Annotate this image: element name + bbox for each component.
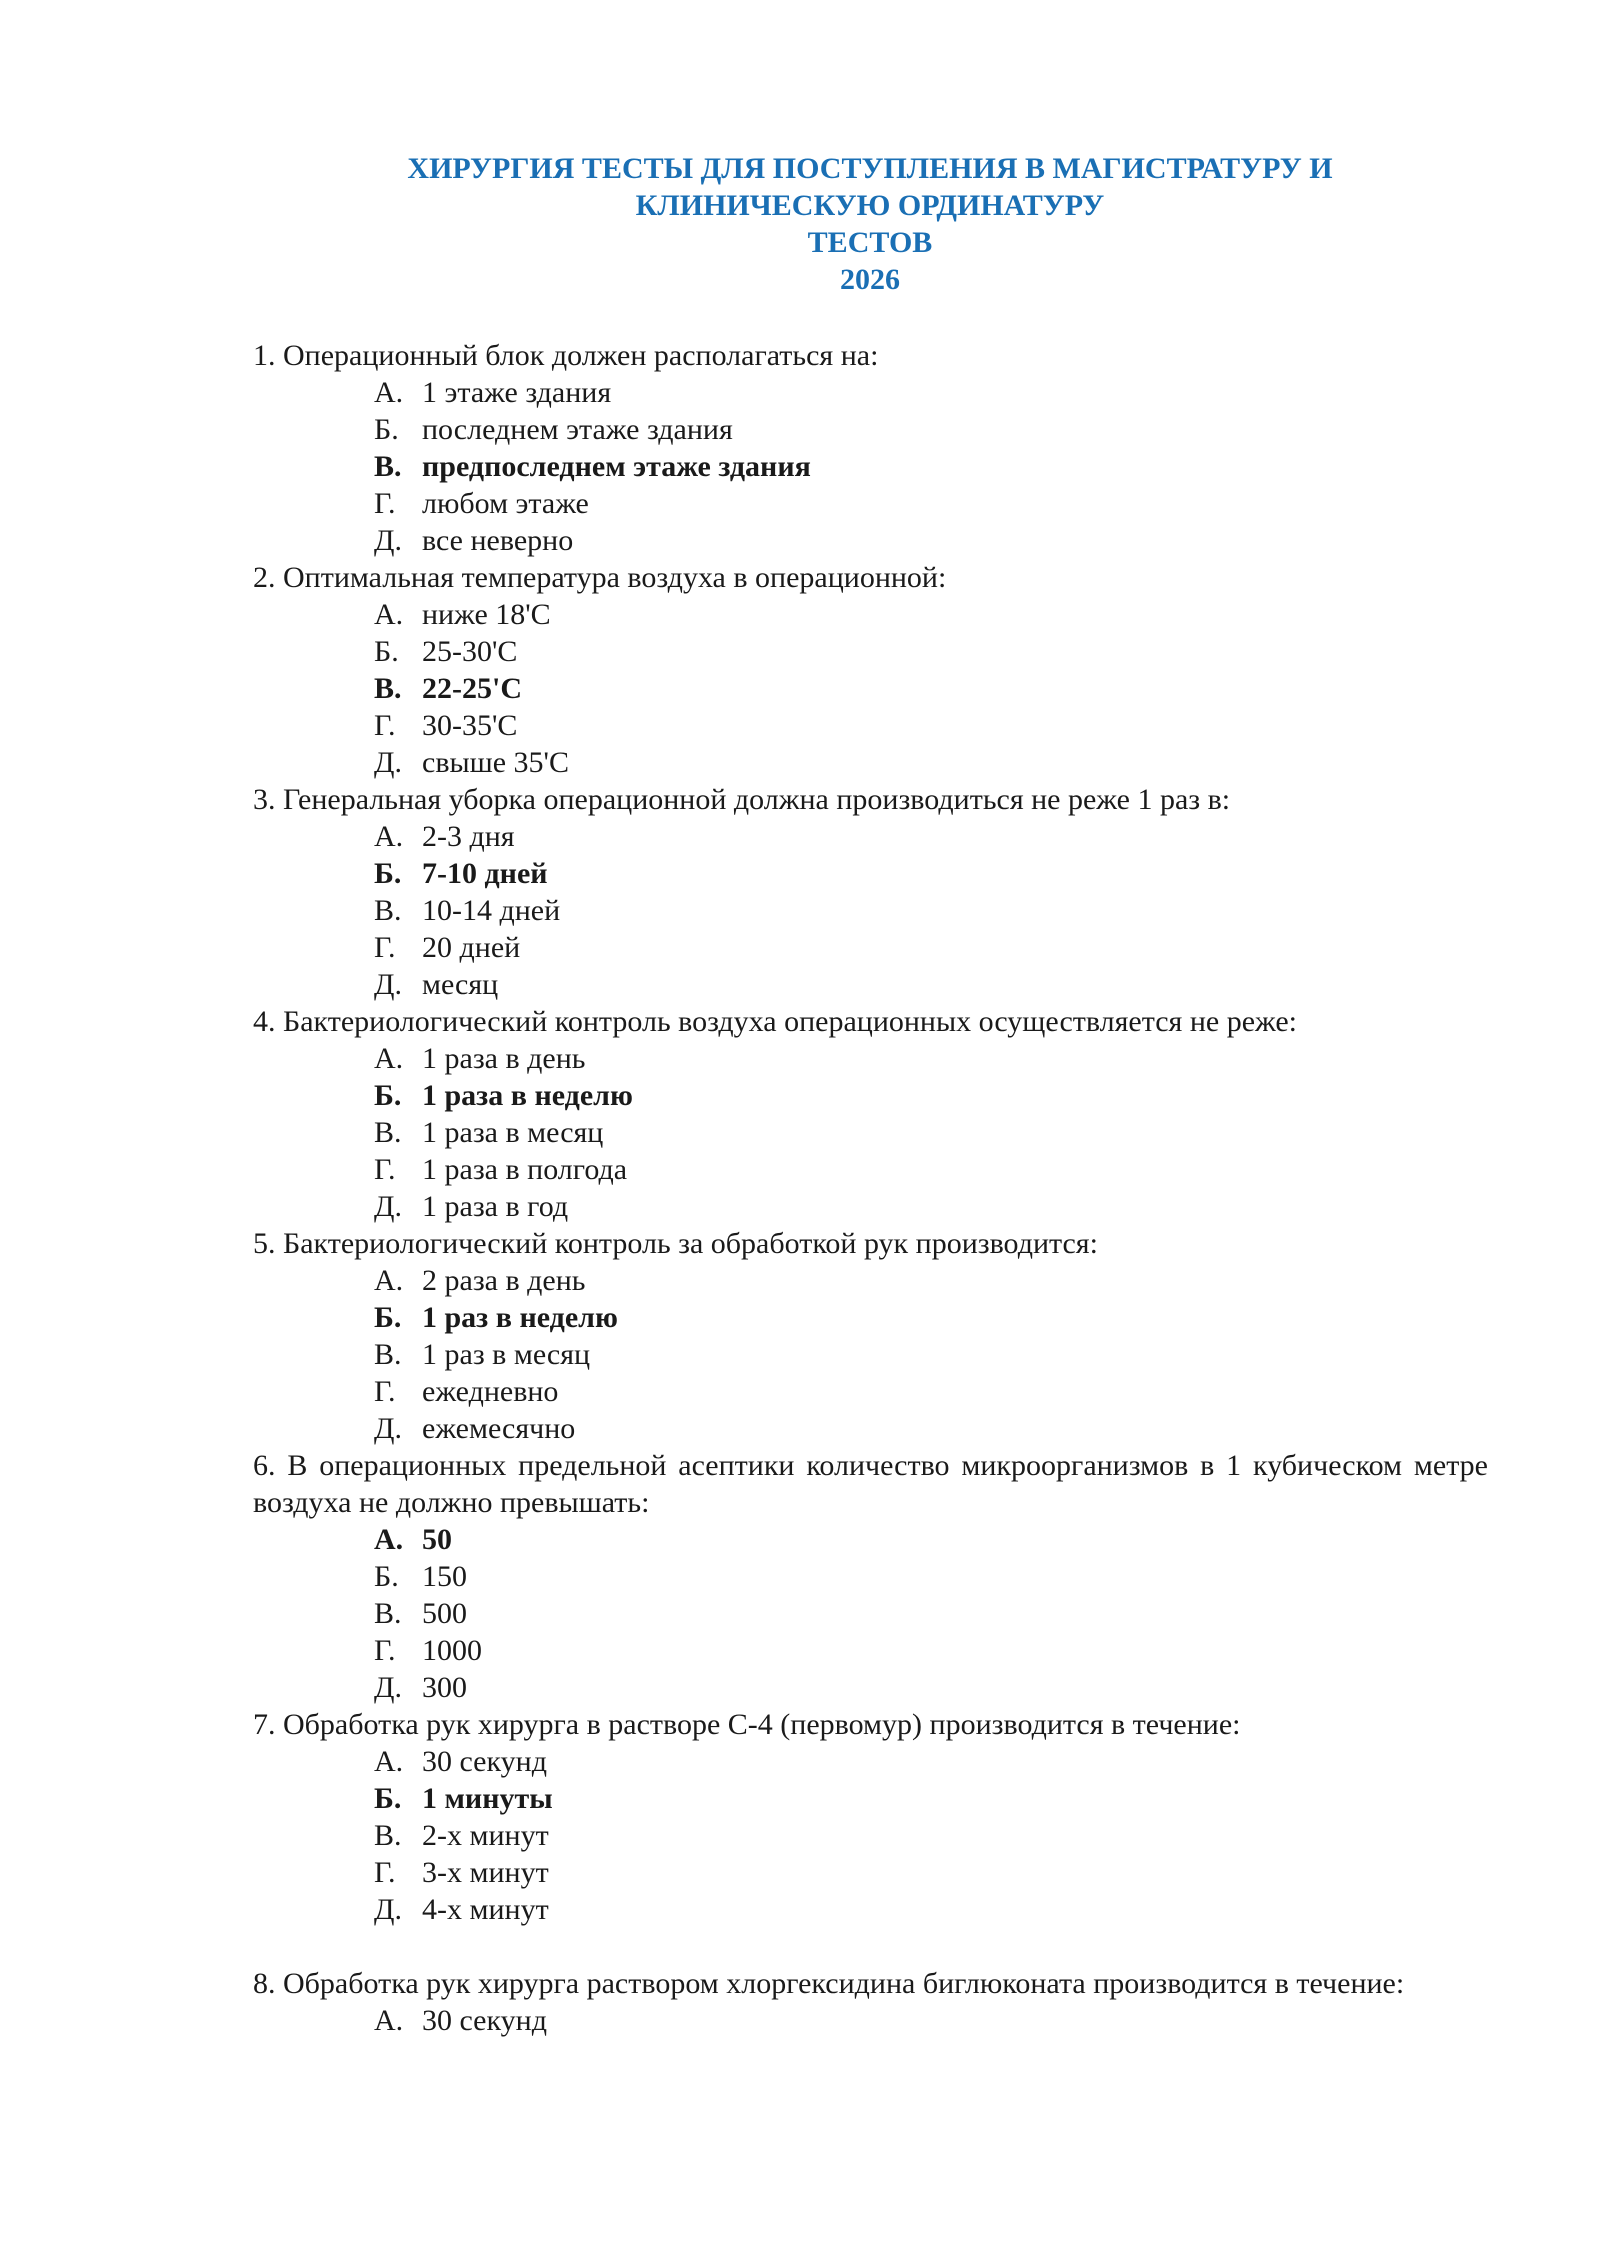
answer-letter: А.: [374, 1745, 404, 1778]
question-text: 5. Бактериологический контроль за обработкой рук производится:: [253, 1227, 1098, 1260]
answer-letter: В.: [374, 450, 402, 483]
answer-option: [253, 818, 1488, 855]
answer-text: 1 раза в неделю: [422, 1079, 633, 1112]
answer-text: предпоследнем этаже здания: [422, 450, 811, 483]
answer-letter: Б.: [374, 1079, 402, 1112]
question-text: 2. Оптимальная температура воздуха в операционной:: [253, 561, 947, 594]
answer-option: [253, 2002, 1488, 2039]
answer-letter: Г.: [374, 1375, 396, 1408]
answer-text: 7-10 дней: [422, 857, 548, 890]
question-text: 1. Операционный блок должен располагаться на:: [253, 339, 879, 372]
question-item: [253, 1447, 1488, 1706]
answer-text: 50: [422, 1523, 452, 1556]
answer-text: ниже 18'С: [422, 598, 551, 631]
answer-text: 150: [422, 1560, 467, 1593]
answer-option-correct: [253, 670, 1488, 707]
answer-list: [253, 1521, 1488, 1706]
answer-text: ежедневно: [422, 1375, 559, 1408]
answer-text: 1 раза в день: [422, 1042, 586, 1075]
answer-text: последнем этаже здания: [422, 413, 733, 446]
question-item: [253, 1003, 1488, 1225]
answer-option: [253, 374, 1488, 411]
answer-letter: Г.: [374, 709, 396, 742]
answer-text: 300: [422, 1671, 467, 1704]
question-spacer: [253, 1928, 1488, 1965]
question-item: [253, 337, 1488, 559]
answer-list: [253, 818, 1488, 1003]
answer-letter: В.: [374, 1597, 402, 1630]
answer-option: [253, 633, 1488, 670]
answer-letter: Г.: [374, 487, 396, 520]
answer-option: [253, 1817, 1488, 1854]
answer-option: [253, 1114, 1488, 1151]
answer-text: 10-14 дней: [422, 894, 561, 927]
question-item: [253, 1965, 1488, 2039]
answer-option: [253, 1373, 1488, 1410]
answer-letter: Д.: [374, 524, 402, 557]
answer-option: [253, 1595, 1488, 1632]
answer-option-correct: [253, 1299, 1488, 1336]
answer-text: 1 раза в год: [422, 1190, 569, 1223]
answer-list: [253, 374, 1488, 559]
answer-letter: Б.: [374, 1301, 402, 1334]
answer-text: 2 раза в день: [422, 1264, 586, 1297]
answer-option: [253, 744, 1488, 781]
answer-option: [253, 485, 1488, 522]
answer-option: [253, 929, 1488, 966]
answer-letter: Б.: [374, 1782, 402, 1815]
answer-letter: В.: [374, 1338, 402, 1371]
answer-letter: А.: [374, 598, 404, 631]
question-item: [253, 1225, 1488, 1447]
answer-letter: А.: [374, 1264, 404, 1297]
question-item: [253, 781, 1488, 1003]
answer-option-correct: [253, 1077, 1488, 1114]
question-item: [253, 1706, 1488, 1928]
answer-text: 3-х минут: [422, 1856, 549, 1889]
answer-letter: В.: [374, 1116, 402, 1149]
question-text: 8. Обработка рук хирурга раствором хлоргексидина биглюконата производится в течение:: [253, 1967, 1405, 2000]
answer-letter: Б.: [374, 1560, 399, 1593]
answer-text: 2-3 дня: [422, 820, 515, 853]
answer-letter: А.: [374, 2004, 404, 2037]
answer-letter: Б.: [374, 635, 399, 668]
answer-letter: В.: [374, 1819, 402, 1852]
answer-text: 20 дней: [422, 931, 521, 964]
question-text: 3. Генеральная уборка операционной должна производиться не реже 1 раз в:: [253, 783, 1231, 816]
answer-option: [253, 1336, 1488, 1373]
answer-text: любом этаже: [422, 487, 589, 520]
answer-letter: Д.: [374, 1412, 402, 1445]
answer-letter: А.: [374, 376, 404, 409]
answer-letter: Г.: [374, 1856, 396, 1889]
answer-text: ежемесячно: [422, 1412, 576, 1445]
answer-letter: В.: [374, 672, 402, 705]
answer-letter: Д.: [374, 1893, 402, 1926]
answer-letter: Г.: [374, 931, 396, 964]
answer-letter: Д.: [374, 968, 402, 1001]
answer-letter: В.: [374, 894, 402, 927]
answer-letter: Д.: [374, 1190, 402, 1223]
answer-list: [253, 1040, 1488, 1225]
title-year: 2026: [840, 263, 900, 296]
answer-option: [253, 1891, 1488, 1928]
answer-letter: А.: [374, 820, 404, 853]
answer-text: 1 раза в полгода: [422, 1153, 628, 1186]
answer-text: 1 раз в месяц: [422, 1338, 591, 1371]
title-line-3: ТЕСТОВ: [807, 226, 933, 259]
answer-option: [253, 522, 1488, 559]
answer-option-correct: [253, 855, 1488, 892]
document-title: [250, 150, 1490, 298]
answer-text: 30 секунд: [422, 2004, 547, 2037]
answer-letter: Б.: [374, 857, 402, 890]
answer-option: [253, 1410, 1488, 1447]
answer-text: 1 раз в неделю: [422, 1301, 618, 1334]
question-text: 6. В операционных предельной асептики количество микроорганизмов в 1 кубическом метре воздуха не должно превышать:: [253, 1449, 1488, 1519]
answer-option: [253, 411, 1488, 448]
answer-option: [253, 596, 1488, 633]
title-line-1: ХИРУРГИЯ ТЕСТЫ ДЛЯ ПОСТУПЛЕНИЯ В МАГИСТРАТУРУ И: [407, 152, 1333, 185]
answer-option: [253, 1040, 1488, 1077]
answer-letter: Г.: [374, 1153, 396, 1186]
answer-option: [253, 1558, 1488, 1595]
answer-option: [253, 1854, 1488, 1891]
answer-text: 1000: [422, 1634, 482, 1667]
question-text: 4. Бактериологический контроль воздуха операционных осуществляется не реже:: [253, 1005, 1298, 1038]
answer-text: 500: [422, 1597, 467, 1630]
answer-letter: Г.: [374, 1634, 396, 1667]
question-text: 7. Обработка рук хирурга в растворе С-4 (первомур) производится в течение:: [253, 1708, 1241, 1741]
answer-option: [253, 1262, 1488, 1299]
answer-list: [253, 1262, 1488, 1447]
answer-option: [253, 1743, 1488, 1780]
answer-text: 2-х минут: [422, 1819, 549, 1852]
answer-text: 1 этаже здания: [422, 376, 612, 409]
answer-option: [253, 707, 1488, 744]
answer-list: [253, 1743, 1488, 1928]
answer-option: [253, 1632, 1488, 1669]
answer-option: [253, 1669, 1488, 1706]
answer-text: 22-25'С: [422, 672, 522, 705]
answer-letter: Б.: [374, 413, 399, 446]
answer-text: все неверно: [422, 524, 574, 557]
answer-letter: А.: [374, 1042, 404, 1075]
answer-letter: Д.: [374, 746, 402, 779]
answer-text: 4-х минут: [422, 1893, 549, 1926]
answer-text: свыше 35'С: [422, 746, 569, 779]
answer-letter: Д.: [374, 1671, 402, 1704]
answer-list: [253, 596, 1488, 781]
answer-text: месяц: [422, 968, 499, 1001]
answer-text: 30 секунд: [422, 1745, 547, 1778]
answer-text: 1 минуты: [422, 1782, 553, 1815]
answer-option: [253, 966, 1488, 1003]
answer-letter: А.: [374, 1523, 404, 1556]
answer-option: [253, 1151, 1488, 1188]
answer-list: [253, 2002, 1488, 2039]
question-item: [253, 559, 1488, 781]
answer-option-correct: [253, 1521, 1488, 1558]
answer-text: 30-35'С: [422, 709, 518, 742]
answer-option: [253, 892, 1488, 929]
answer-option-correct: [253, 448, 1488, 485]
title-line-2: КЛИНИЧЕСКУЮ ОРДИНАТУРУ: [635, 189, 1105, 222]
answer-text: 25-30'С: [422, 635, 518, 668]
answer-option: [253, 1188, 1488, 1225]
question-list: [253, 337, 1488, 2039]
answer-option-correct: [253, 1780, 1488, 1817]
answer-text: 1 раза в месяц: [422, 1116, 604, 1149]
